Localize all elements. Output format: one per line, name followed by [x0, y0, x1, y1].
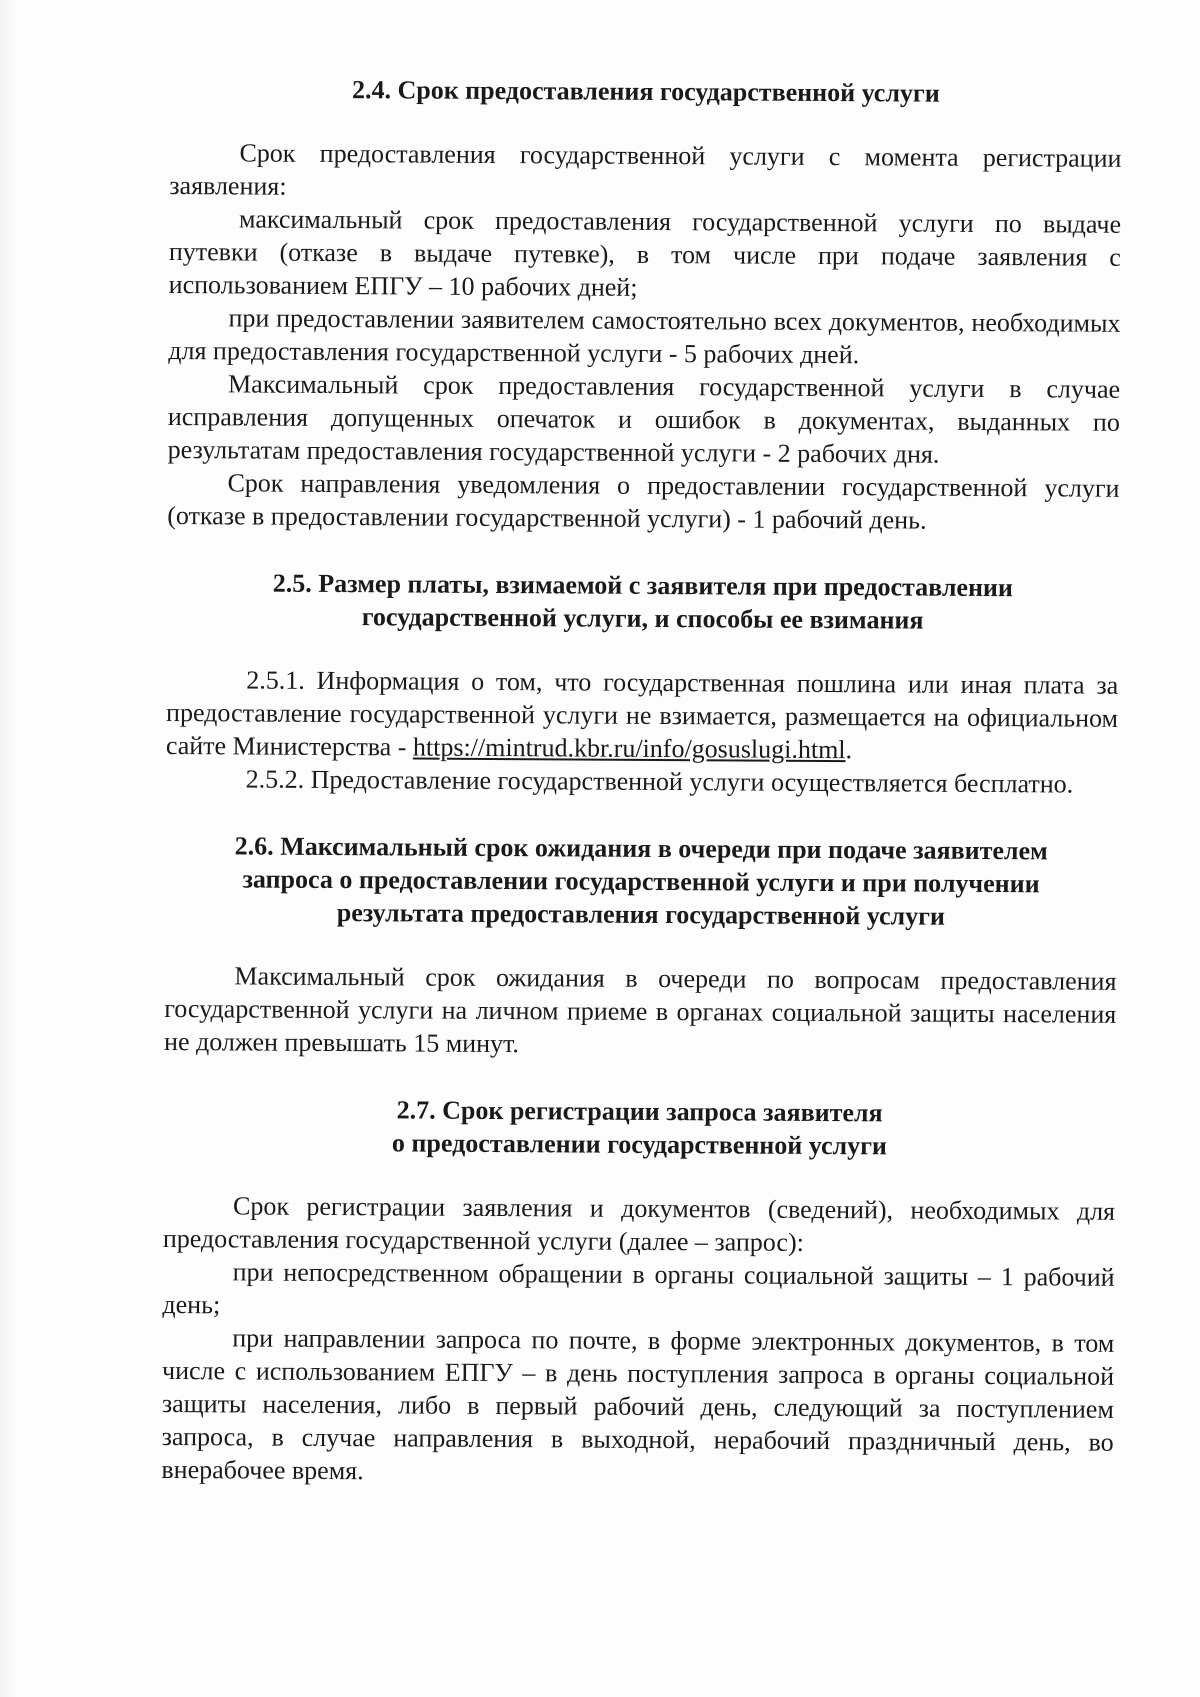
section-2-4-paragraph: при предоставлении заявителем самостоятельно всех документов, необходимых для предоставления государственной услуги - 5 рабочих дней.	[168, 303, 1121, 370]
section-2-6-paragraph: Максимальный срок ожидания в очереди по вопросам предоставления государственной услуги на личном приеме в органах социальной защиты населения не должен превышать 15 минут.	[163, 961, 1117, 1059]
scan-edge-shadow	[0, 0, 18, 1697]
section-2-4-paragraph: Максимальный срок предоставления государственной услуги в случае исправления допущенных опечаток и ошибок в документах, выданных по результатам предоставления государственной услуги - 2 рабочих дня.	[167, 369, 1121, 469]
section-2-7-paragraph: при непосредственном обращении в органы социальной защиты – 1 рабочий день;	[162, 1257, 1115, 1320]
section-2-7-paragraph: при направлении запроса по почте, в форме электронных документов, в том числе с использованием ЕПГУ – в день поступления запроса в органы социальной защиты населения, либо в первый рабочий день, следующий за поступлением запроса, в случае направления в выходной, нерабочий праздничный день, во внерабочее время.	[161, 1323, 1115, 1486]
section-2-6-title-line: запроса о предоставлении государственной услуги и при получении	[242, 864, 1040, 899]
section-2-4-paragraph: Срок направления уведомления о предоставлении государственной услуги (отказе в предоставлении государственной услуги) - 1 рабочий день.	[167, 468, 1120, 535]
section-2-5-paragraph	[166, 663, 1119, 768]
section-2-5-paragraph: 2.5.2. Предоставление государственной услуги осуществляется бесплатно.	[245, 764, 1074, 799]
section-2-6-title-line: 2.6. Максимальный срок ожидания в очереди при подаче заявителем	[234, 831, 1048, 866]
section-2-4-title: 2.4. Срок предоставления государственной услуги	[351, 75, 940, 108]
section-2-7-paragraph: Срок регистрации заявления и документов (сведений), необходимых для предоставления государственной услуги (далее – запрос):	[162, 1191, 1116, 1257]
section-2-5-p1-end: .	[845, 735, 853, 765]
section-2-5-title-line: 2.5. Размер платы, взимаемой с заявителя при предоставлении	[272, 568, 1014, 603]
section-2-5-title	[167, 566, 1119, 638]
section-2-4-paragraph: Срок предоставления государственной услуги с момента регистрации заявления:	[169, 138, 1122, 201]
section-2-4-paragraph: максимальный срок предоставления государственной услуги по выдаче путевки (отказе в выдаче путевке), в том числе при подаче заявления с использованием ЕПГУ – 10 рабочих дней;	[168, 204, 1122, 302]
ministry-site-link[interactable]: https://mintrud.kbr.ru/info/gosuslugi.html	[412, 732, 846, 765]
document-content	[161, 72, 1122, 1492]
spacer	[164, 1058, 1116, 1098]
section-2-5-title-line: государственной услуги, и способы ее взимания	[361, 602, 924, 635]
section-2-5-p1-text: 2.5.1. Информация о том, что государственная пошлина или иная плата за предоставление государственной услуги не взимается, размещается на официальном сайте Министерства -	[165, 665, 1119, 762]
section-2-6-title	[165, 829, 1118, 934]
spacer	[167, 532, 1119, 572]
section-2-7-title-line: о предоставлении государственной услуги	[391, 1128, 888, 1161]
section-2-7-title-line: 2.7. Срок регистрации запроса заявителя	[396, 1095, 883, 1128]
section-2-6-title-line: результата предоставления государственной услуги	[336, 898, 946, 931]
spacer	[165, 795, 1117, 835]
section-2-7-title	[163, 1092, 1115, 1164]
